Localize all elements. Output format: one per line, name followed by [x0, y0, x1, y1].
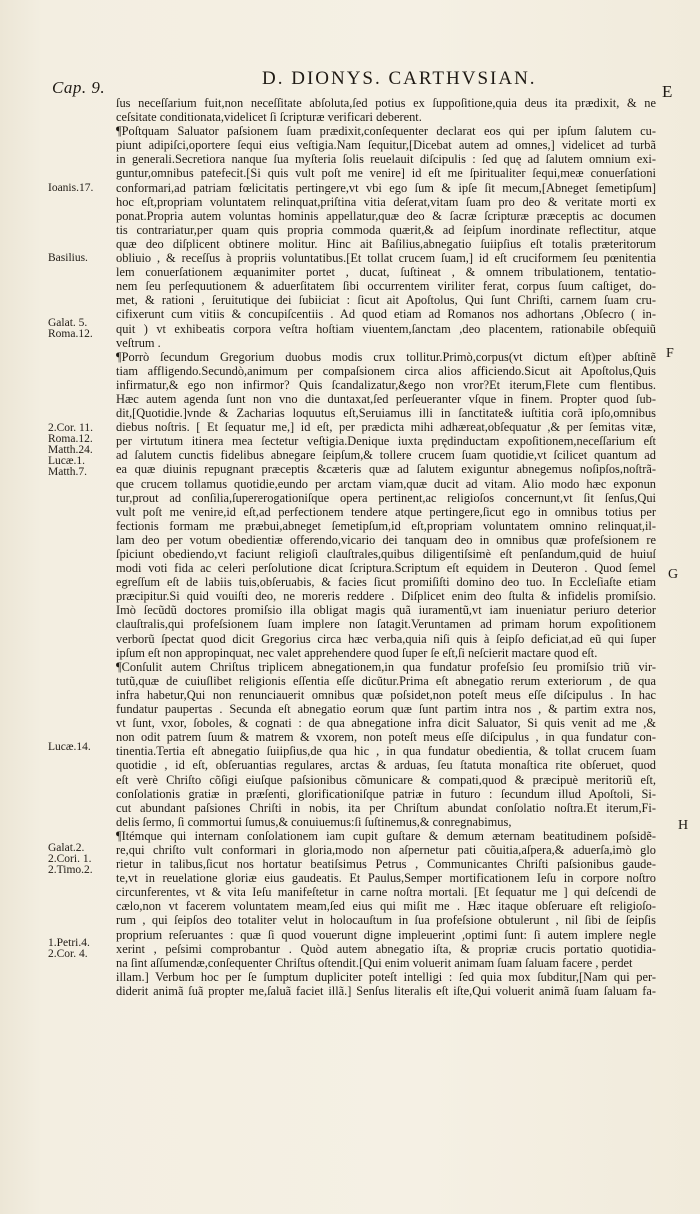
text-line: egreſſum eſt de labiis tuis,obſeruabis, & facies ſicut promiſiſti domino deo tuo. In Eccleſiaſte etiam	[116, 575, 656, 590]
text-line: diderit animã ſuã propter me,ſaluã faciet illã.] Senſus literalis eſt iſte,Qui voluerit animã ſuam ſaluam fa-	[116, 983, 656, 998]
text-line: Hæc autem agenda ſunt non vno die duntaxat,ſed perſeueranter vſque in finem. Propter quod ſub-	[116, 391, 656, 406]
margin-note-scripture-refs: 2.Cor. 11. Roma.12. Matth.24. Lucæ.1. Matth.7.	[48, 422, 93, 478]
margin-note-peter-corinthians: 1.Petri.4. 2.Cor. 4.	[48, 937, 90, 960]
text-line: veſtrum .	[116, 335, 161, 350]
text-line: proprium reſeruantes : quæ ſi quod vouerunt digne impleuerint ,optimi ſunt: ſi autem implere negle	[116, 927, 656, 942]
text-line: fectionis formam me præbui,abneget ſemetipſum,id eſt,propriam voluntatem omnino relinquat,il-	[116, 518, 656, 533]
text-line: met, & rationi , ſeruitutique dei ſubiiciat : ſicut ait Apoſtolus, Qui ſunt Chriſti, carnem ſuam cru-	[116, 293, 656, 308]
signature-mark-h: H	[678, 818, 689, 833]
text-line: tutũ,quæ de cuiuſlibet religionis eſſentia eſſe dicũtur.Prima eſt abnegatio rerum exteriorum , de qua	[116, 673, 656, 688]
text-line: quotidie , id eſt, obſeruantias regulares, arctas & arduas, ſeu ſtatuta monaſtica rite obſeruet, quod	[116, 758, 656, 773]
text-line: per virtutum itinera mea ſectetur veſtigia.Denique iuxta prędinductam expoſitionem,neceſſarium eſt	[116, 434, 656, 449]
text-line: modi voti fida ac celeri perſolutione dicat ſcriptura.Scriptum eſt equidem in Deuteron . Quod ſemel	[116, 561, 656, 576]
text-line: ſus neceſſarium fuit,non neceſſitate abſoluta,ſed potius ex ſuppoſitione,quia deus ita prædixit, & ne	[116, 96, 656, 110]
text-line: cifixerunt cum vitiis & concupiſcentiis . Ad quod etiam ad Romanos nos adhortans ,Obſecro ( in-	[116, 307, 656, 322]
margin-note-luke: Lucæ.14.	[48, 741, 91, 753]
text-line: clauſtralis,qui profeſsionem ſuam implere non ſatagit.Veruntamen ad primam horum expoſitionem	[116, 617, 656, 632]
text-line: rum , qui ſeipſos deo totaliter velut in holocauſtum in ſua profeſsione obtulerunt , nil ſibi de ſeipſis	[116, 913, 656, 928]
text-line: tiam affligendo.Secundò,animum per compaſsionem circa alios afficiendo.Sicut ait Apoſtolus,Quis	[116, 363, 656, 378]
text-line: infra habetur,Qui non renunciauerit omnibus quæ poſsidet,non poteſt meus eſſe diſcipulus . In hac	[116, 687, 656, 702]
text-line: te,vt in reuelatione gloriæ eius gaudeatis. Et Paulus,Semper mortificationem Ieſu in corpore noſtro	[116, 871, 656, 886]
text-line: na ſint aſſumendæ,conſequenter Chriſtus oſtendit.[Qui enim voluerit animam ſuam ſaluam facere , perdet	[116, 955, 633, 970]
text-line: tur,prout ad conſilia,ſupererogationiſque opera pertinent,ac religioſos concernunt,vt ſit ſenſus,Qui	[116, 490, 656, 505]
text-line: hoc eſt,propriam voluntatem relinquat,priſtina vitia deſerat,vitam ſuam pro deo & veritate morti ex	[116, 194, 656, 209]
chapter-label: Cap. 9.	[52, 78, 106, 97]
text-line: cælo,non vt facerem voluntatem meam,ſed eius qui miſit me . Hæc itaque obſeruare eſt religioſo-	[116, 899, 656, 914]
text-line: in generali.Secretiora nanque ſua myſteria ſolis reuelauit diſcipulis : ſed quę ad ſalutem omnium exi-	[116, 152, 656, 167]
margin-note-john: Ioanis.17.	[48, 182, 94, 194]
text-line: dit,[Quotidie.]vnde & Zacharias loquutus eſt,Seruiamus illi in ſanctitate& iuſtitia corã ipſo,omnibus	[116, 406, 656, 421]
text-line: illam.] Verbum hoc per ſe ſumptum dupliciter poteſt intelligi : ſed quia mox ſubditur,[Nam qui per-	[116, 969, 656, 984]
signature-mark-e: E	[662, 82, 673, 101]
text-line: fundatur paupertas . Secunda eſt abnegatio eorum quæ ſunt partim intra nos , & partim extra nos,	[116, 702, 656, 717]
text-line: verborũ ſpectat quod dicit Gregorius circa hæc verba,quia niſi quis à ſeipſo deficiat,ad eũ qui ſuper	[116, 631, 656, 646]
text-line: delis ſermo, ſi commortui ſumus,& conuiuemus:ſi ſuſtinemus,& conregnabimus,	[116, 814, 512, 829]
text-line: ipſum eſt non appropinquat, nec valet apprehendere quod ſuper ſe eſt,ſi neſcierit mactare quod eſt.	[116, 645, 598, 660]
running-head: D. DIONYS. CARTHVSIAN.	[262, 68, 537, 89]
text-line: ¶Poſtquam Saluator paſsionem ſuam prædixit,conſequenter declarat eos qui per ipſum ſalutem cu-	[116, 124, 656, 139]
text-line: ceſsitate conditionata,videlicet ſi ſcripturæ verificari deberent.	[116, 110, 422, 125]
text-line: guntur,omnibus patefecit.[Si quis vult poſt me venire] id eſt me ſpiritualiter ſequi,meæ conuerſationi	[116, 166, 656, 181]
text-line: conſolationis gratiæ in præſenti, glorificationiſque patriæ in futuro : ſecundum illud Apoſtoli, Si-	[116, 786, 656, 801]
text-line: obliuio , & receſſus à propriis voluntatibus.[Et tollat crucem ſuam,] id eſt cruciformem ſeu pœnitentia	[116, 251, 656, 266]
text-line: eſt verè Chriſto cõſigi eiuſque paſsionibus cõmunicare & compati,quod & præcipuè meritoriũ eſt,	[116, 772, 656, 787]
signature-mark-g: G	[668, 567, 679, 582]
text-line: quit ) vt exhibeatis corpora veſtra hoſtiam viuentem,ſanctam ,deo placentem, rationabile obſequiũ	[116, 321, 656, 336]
text-line: ¶Porrò ſecundum Gregorium duobus modis crux tollitur.Primò,corpus(vt dictum eſt)per abſtinẽ	[116, 349, 656, 364]
text-line: cut abundant paſsiones Chriſti in nobis, ita per Chriſtum abundat conſolatio noſtra.Et iterum,Fi-	[116, 800, 656, 815]
text-line: xerint , peſsimi comprobantur . Quòd autem abnegatio iſta, & propriæ crucis portatio quotidia-	[116, 941, 656, 956]
margin-note-galatians-corinthians-timothy: Galat.2. 2.Cori. 1. 2.Timo.2.	[48, 842, 93, 876]
signature-mark-f: F	[666, 346, 674, 361]
text-line: diebus noſtris. [ Et ſequatur me,] id eſt, per prædicta mihi adhæreat,obſequatur ,& per ſemitas vitæ,	[116, 420, 656, 435]
text-line: ponat.Propria autem voluntas hominis appellatur,quæ deo & ſacræ ſcripturæ præceptis ac documen	[116, 208, 656, 223]
text-line: rietur in talibus,ſicut nos hortatur beatiſsimus Petrus , Communicantes Chriſti paſsionibus gaude-	[116, 857, 656, 872]
text-line: quæ deo diſplicent obtinere molitur. Hinc ait Baſilius,abnegatio ſuiipſius eſt totalis præteritorum	[116, 236, 656, 251]
text-line: nem ſeu perſequutionem & aduerſitatem ſibi occurrentem viriliter ferat, corpus ſuum caſtiget, do-	[116, 279, 656, 294]
body-text	[116, 96, 656, 998]
text-line: tis contrariatur,per quam quis propria commoda quærit,& ad ſeipſum inordinate reflectitur, atque	[116, 222, 656, 237]
text-line: circunferentes, vt & vita Ieſu manifeſtetur in carne noſtra mortali. [Et ſequatur me ] qui deſcendi de	[116, 885, 656, 900]
text-line: ¶Itémque qui internam conſolationem iam cupit guſtare & demum æternam beatitudinem poſsidẽ-	[116, 828, 656, 843]
text-line: lam deo per votum obedientiæ offerendo,vicario dei tanquam deo in omnibus quæ profeſsionem re	[116, 532, 656, 547]
margin-note-galatians-romans: Galat. 5. Roma.12.	[48, 317, 93, 340]
text-line: conformari,ad patriam fœlicitatis pertingere,vt vbi ego ſum & ipſe ſit mecum,[Abneget ſemetipſum]	[116, 180, 656, 195]
text-line: tinentia.Tertia eſt abnegatio ſuiipſius,de qua hic , in qua fundatur obedientia, & tollat crucem ſuam	[116, 744, 656, 759]
margin-note-basilius: Basilius.	[48, 252, 88, 264]
text-line: que crucem tollamus quotidie,eundo per arctam viam,quæ ducit ad vitam. Alio modo hæc exponun	[116, 476, 656, 491]
text-line: piunt adipiſci,oportere ſequi eius veſtigia.Nam ſequitur,[Dicebat autem ad omnes,] videlicet ad turbã	[116, 138, 656, 153]
text-line: infirmatur,& ego non infirmor? Quis ſcandalizatur,&ego non vror?Et iterum,Flete cum flentibus.	[116, 377, 656, 392]
text-line: non odit patrem ſuum & matrem & vxorem, non poteſt meus eſſe diſcipulus , in qua fundatur con-	[116, 730, 656, 745]
text-line: ea quæ diuinis repugnant præceptis &cæteris quæ ad ſalutem exiguntur abnegemus noſipſos,noſtrã-	[116, 462, 656, 477]
text-line: ad ſalutem cunctis fidelibus abnegare ſeipſum,& tollere crucem ſuam quotidie,vt ſcilicet quantum ad	[116, 448, 656, 463]
text-line: lem conuerſationem æquanimiter portet , ducat, ſuſtineat , & omnem tribulationem, tentatio-	[116, 265, 656, 280]
text-line: ¶Conſulit autem Chriſtus triplicem abnegationem,in qua fundatur profeſsio ſeu promiſsio triũ vir-	[116, 659, 656, 674]
text-line: vult poſt me venire,id eſt,ad perfectionem tendere atque pertingere,ſicut ego in omnibus totius per	[116, 504, 656, 519]
text-line: Imò ſecũdũ doctores promiſsio illa obligat magis quã iuramentũ,vt iam inueniatur periuro deterior	[116, 603, 656, 618]
text-line: præcipitur.Si quid vouiſti deo, ne moreris reddere . Diſplicet enim deo ſtulta & infidelis promiſsio.	[116, 589, 656, 604]
text-line: vt ſunt, vxor, ſoboles, & cognati : de qua abnegatione infra dicit Saluator, Si quis venit ad me ,&	[116, 716, 656, 731]
text-line: re,qui chriſto vult conformari in gloria,modo non aſpernetur pati cõuitia,aſpera,& aduerſa,imò glo	[116, 842, 656, 857]
text-line: ſpiciunt obediendo,vt faciunt religioſi clauſtrales,quibus diligentiſsimè eſt penſandum,quid de huiuſ	[116, 547, 656, 561]
